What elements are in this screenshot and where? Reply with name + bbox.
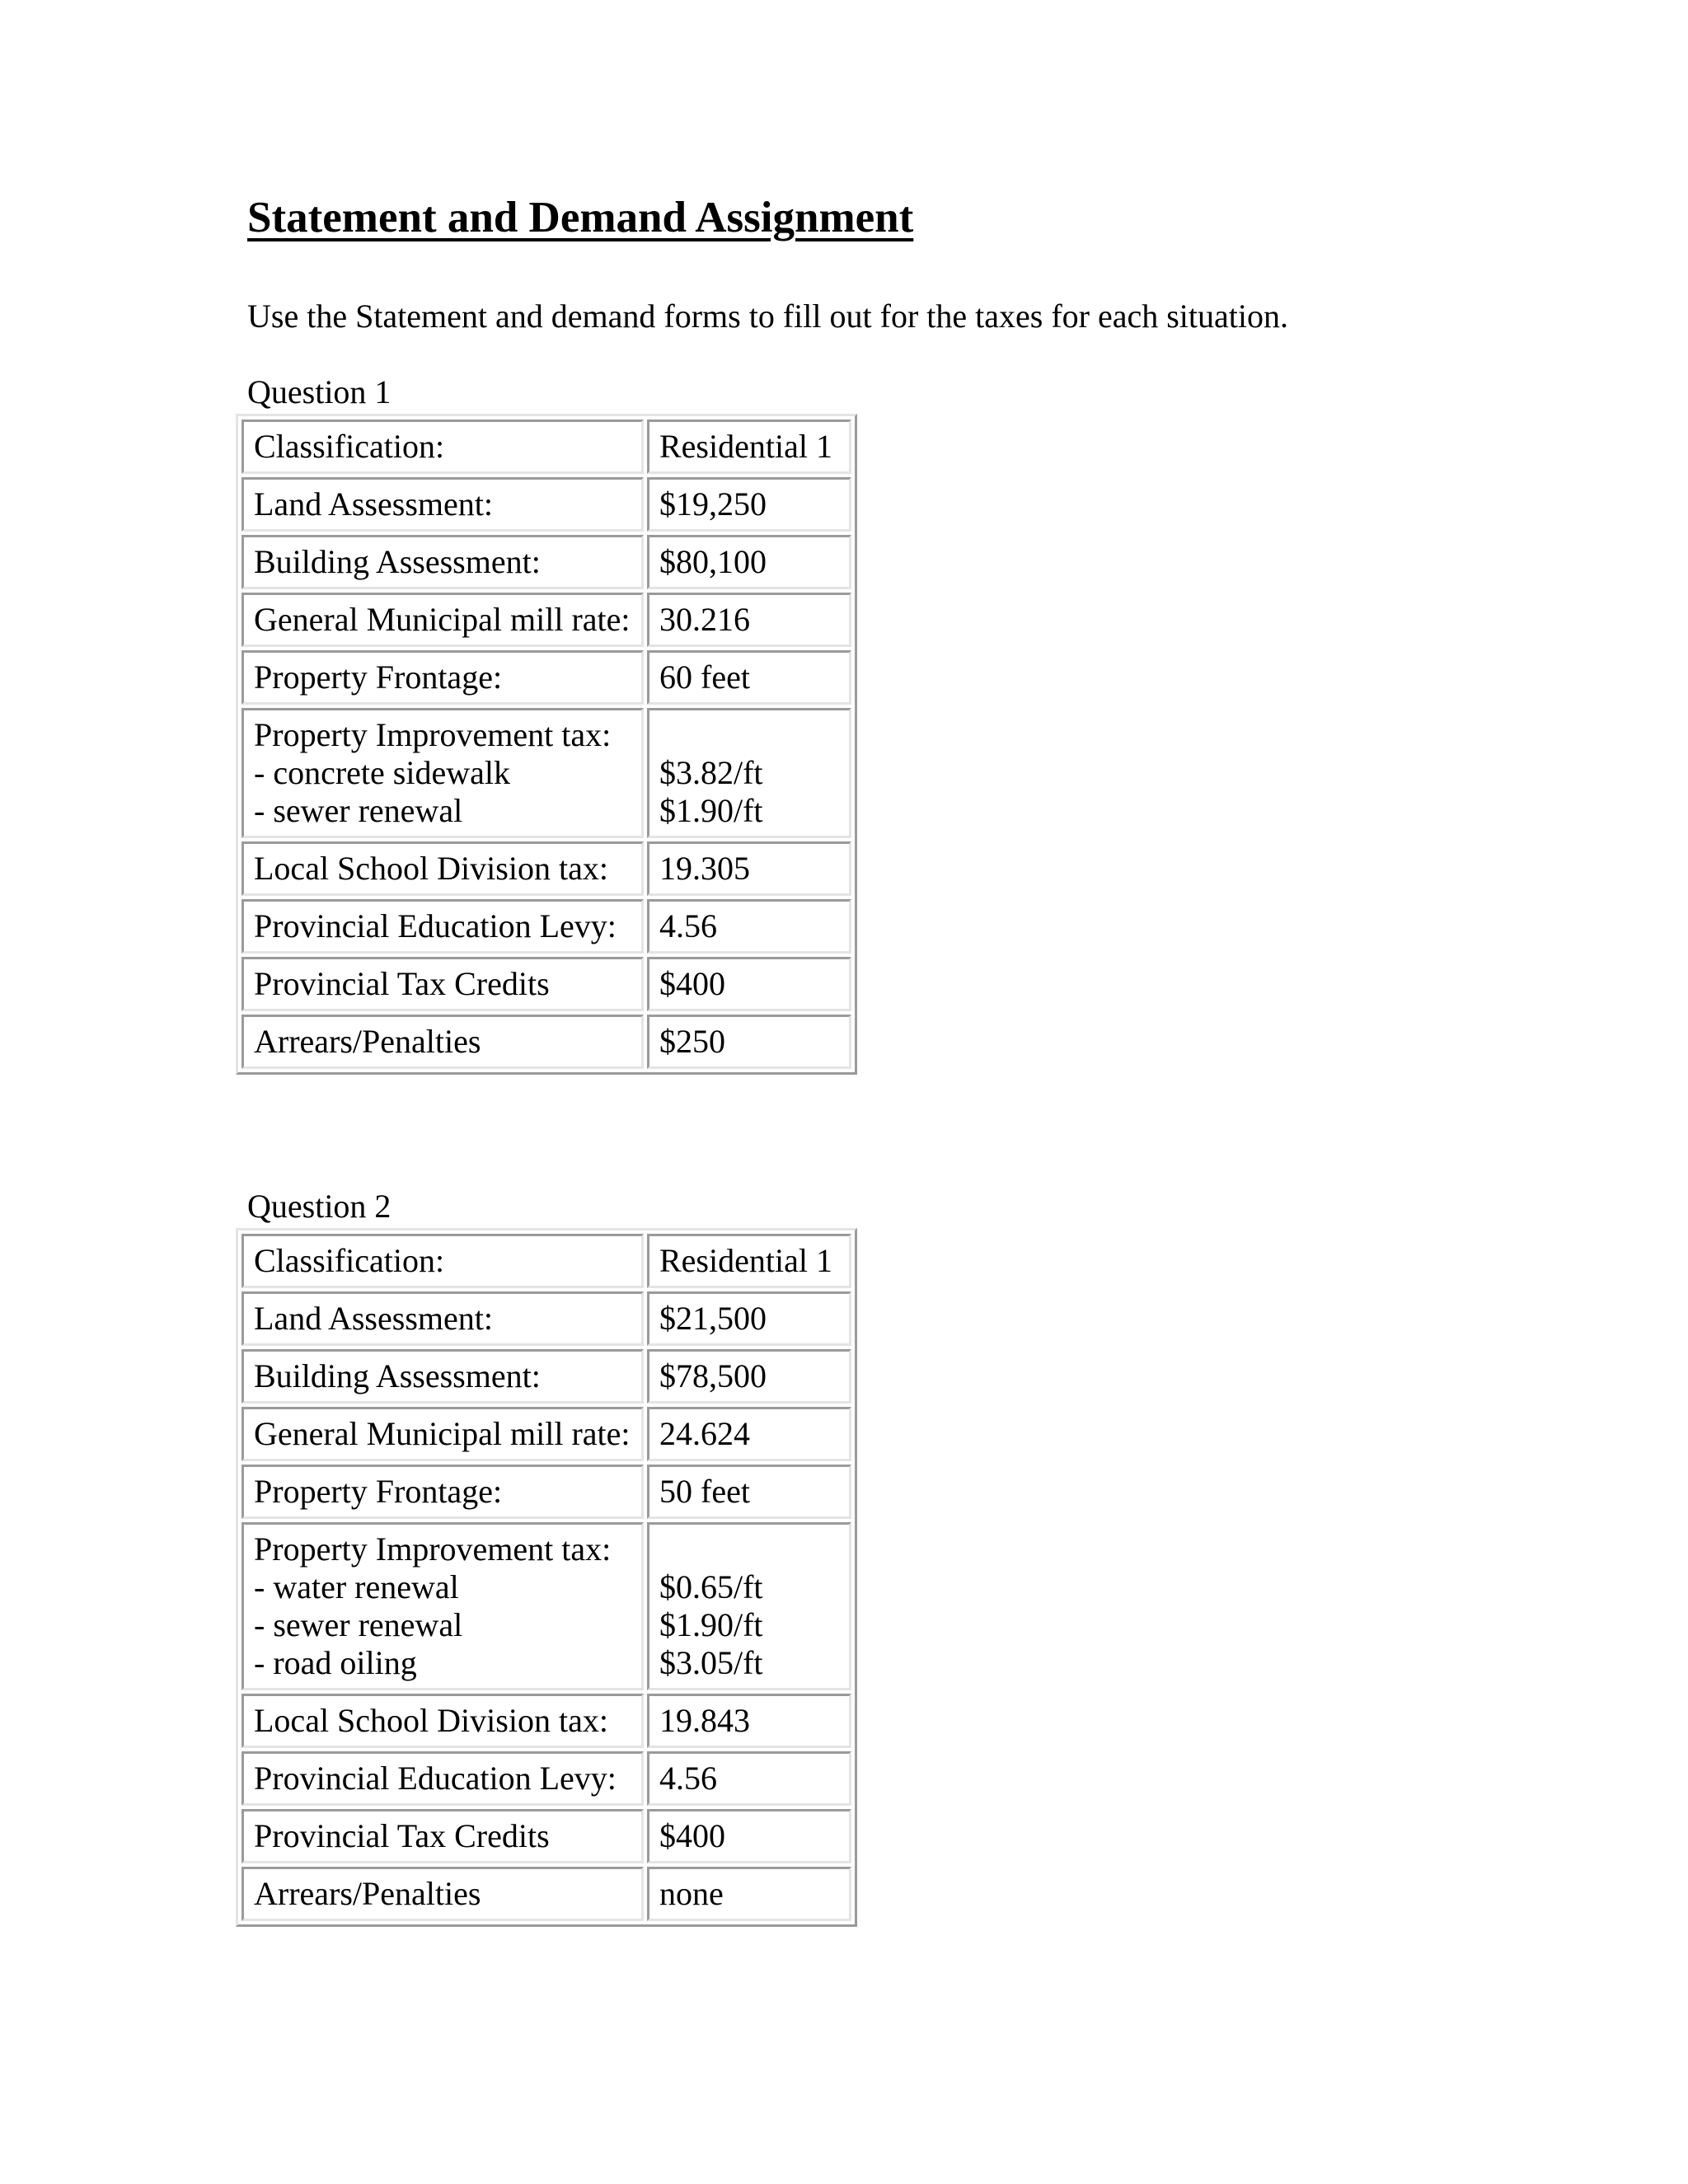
- land-assessment-value: $19,250: [647, 477, 851, 532]
- building-assessment-value: $80,100: [647, 535, 851, 589]
- table-row: [241, 1407, 851, 1461]
- improvement-tax-rates: [647, 708, 851, 838]
- table-row: [241, 957, 851, 1011]
- land-assessment-label: Land Assessment:: [241, 1291, 644, 1346]
- table-row: [241, 1291, 851, 1346]
- classification-value: Residential 1: [647, 1234, 851, 1288]
- question-2-table: [236, 1228, 857, 1927]
- arrears-value: none: [647, 1867, 851, 1921]
- question-1-table: [236, 414, 857, 1075]
- improvement-tax-label: Property Improvement tax:: [254, 716, 612, 753]
- building-assessment-value: $78,500: [647, 1349, 851, 1404]
- arrears-label: Arrears/Penalties: [241, 1015, 644, 1069]
- arrears-label: Arrears/Penalties: [241, 1867, 644, 1921]
- improvement-tax-rates: [647, 1522, 851, 1690]
- table-row: [241, 1809, 851, 1863]
- frontage-label: Property Frontage:: [241, 650, 644, 705]
- improvement-item-rate: $3.82/ft: [659, 754, 763, 791]
- table-row: [241, 899, 851, 954]
- table-row: [241, 841, 851, 896]
- mill-rate-label: General Municipal mill rate:: [241, 593, 644, 647]
- improvement-item-rate: $1.90/ft: [659, 1606, 763, 1643]
- improvement-item-name: - road oiling: [254, 1644, 417, 1681]
- table-row: [241, 419, 851, 474]
- table-row: [241, 1522, 851, 1690]
- improvement-item-name: - concrete sidewalk: [254, 754, 510, 791]
- table-row: [241, 650, 851, 705]
- question-2: [236, 1187, 857, 1927]
- improvement-tax-labels: [241, 708, 644, 838]
- table-row: [241, 1465, 851, 1519]
- education-levy-value: 4.56: [647, 1751, 851, 1806]
- classification-value: Residential 1: [647, 419, 851, 474]
- classification-label: Classification:: [241, 419, 644, 474]
- building-assessment-label: Building Assessment:: [241, 535, 644, 589]
- table-row: [241, 1234, 851, 1288]
- improvement-item-name: - sewer renewal: [254, 792, 463, 829]
- table-row: [241, 477, 851, 532]
- land-assessment-label: Land Assessment:: [241, 477, 644, 532]
- table-row: [241, 535, 851, 589]
- question-1: [236, 373, 857, 1075]
- school-tax-label: Local School Division tax:: [241, 1694, 644, 1748]
- frontage-value: 60 feet: [647, 650, 851, 705]
- improvement-item-rate: $0.65/ft: [659, 1568, 763, 1605]
- land-assessment-value: $21,500: [647, 1291, 851, 1346]
- table-row: [241, 1867, 851, 1921]
- table-row: [241, 708, 851, 838]
- mill-rate-value: 24.624: [647, 1407, 851, 1461]
- improvement-item-rate: $1.90/ft: [659, 792, 763, 829]
- tax-credits-label: Provincial Tax Credits: [241, 957, 644, 1011]
- frontage-label: Property Frontage:: [241, 1465, 644, 1519]
- instructions: Use the Statement and demand forms to fill out for the taxes for each situation.: [247, 298, 1288, 335]
- mill-rate-value: 30.216: [647, 593, 851, 647]
- improvement-item-name: - sewer renewal: [254, 1606, 463, 1643]
- mill-rate-label: General Municipal mill rate:: [241, 1407, 644, 1461]
- table-row: [241, 1751, 851, 1806]
- improvement-item-rate: $3.05/ft: [659, 1644, 763, 1681]
- table-row: [241, 1349, 851, 1404]
- school-tax-value: 19.305: [647, 841, 851, 896]
- table-row: [241, 1015, 851, 1069]
- school-tax-value: 19.843: [647, 1694, 851, 1748]
- table-row: [241, 593, 851, 647]
- education-levy-value: 4.56: [647, 899, 851, 954]
- tax-credits-value: $400: [647, 1809, 851, 1863]
- school-tax-label: Local School Division tax:: [241, 841, 644, 896]
- classification-label: Classification:: [241, 1234, 644, 1288]
- page-title: Statement and Demand Assignment: [247, 194, 914, 241]
- tax-credits-label: Provincial Tax Credits: [241, 1809, 644, 1863]
- frontage-value: 50 feet: [647, 1465, 851, 1519]
- education-levy-label: Provincial Education Levy:: [241, 899, 644, 954]
- improvement-tax-label: Property Improvement tax:: [254, 1530, 612, 1568]
- arrears-value: $250: [647, 1015, 851, 1069]
- improvement-item-name: - water renewal: [254, 1568, 459, 1605]
- table-row: [241, 1694, 851, 1748]
- education-levy-label: Provincial Education Levy:: [241, 1751, 644, 1806]
- tax-credits-value: $400: [647, 957, 851, 1011]
- question-label: Question 2: [247, 1188, 392, 1225]
- improvement-tax-labels: [241, 1522, 644, 1690]
- building-assessment-label: Building Assessment:: [241, 1349, 644, 1404]
- question-label: Question 1: [247, 373, 392, 410]
